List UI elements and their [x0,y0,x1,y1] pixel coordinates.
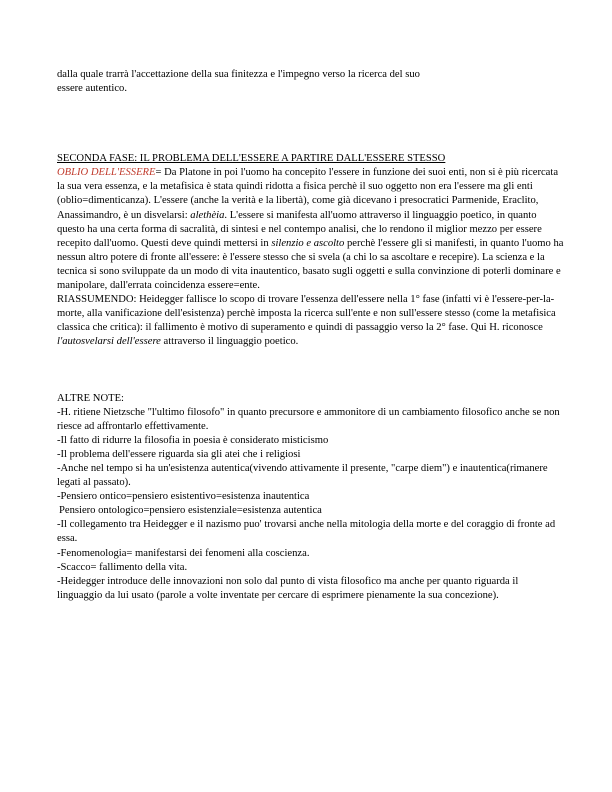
note-item: -Pensiero ontico=pensiero esistentivo=esistenza inautentica [57,491,310,503]
note-item: -H. ritiene Nietzsche "l'ultimo filosofo" in quanto precursore e ammonitore di un cambiamento filosofico anche se non riesce ad affrontarlo effettivamente. [57,406,560,432]
text-segment: attraverso il linguaggio poetico. [160,336,299,348]
spacer [57,96,564,152]
intro-line-2: essere autentico. [57,83,128,95]
term-oblio-dell-essere: OBLIO DELL'ESSERE [57,167,156,179]
text-segment: = Da Platone in poi l'uomo ha concepito l'essere in funzione dei suoi enti, non si è più ricercata la sua vera essenza, e la metafisica è stata quindi ridotta a fisica perchè il suo oggetto non era l'essere ma gli enti (oblio=dimenticanza). L'essere (anche la verità e la libertà), come già dicevano i presocratici Parmenide, Eraclito, Anassimandro, è un disvelarsi: [57,167,559,221]
note-item: -Scacco= fallimento della vita. [57,561,188,573]
text-segment: perchè l'essere gli si manifesti, in quanto l'uomo ha nessun altro potere di fronte all'essere: è l'essere stesso che si svela (a chi lo sa ascoltare e recepire). La scienza e la tecnica si sono sviluppate da un modo di vita inautentico, basato sugli oggetti e sulla convinzione di poterli dominare e manipolare, dall'errata coincidenza essere=ente. [57,237,564,292]
section-heading-notes: ALTRE NOTE: [57,392,124,404]
term-autosvelarsi: l'autosvelarsi dell'essere [57,336,161,348]
note-item: -Heidegger introduce delle innovazioni non solo dal punto di vista filosofico ma anche per quanto riguarda il linguaggio da lui usato (parole a volte inventate per cercare di esprimere pienamente la sua concezione). [57,575,519,601]
note-item: -Fenomenologia= manifestarsi dei fenomeni alla coscienza. [57,547,310,559]
paragraph-riassumendo [57,293,564,349]
intro-line-1: dalla quale trarrà l'accettazione della sua finitezza e l'impegno verso la ricerca del suo [57,69,420,80]
note-item: Pensiero ontologico=pensiero esistenziale=esistenza autentica [59,505,322,517]
text-segment: . L'essere si manifesta all'uomo attraverso il linguaggio poetico, in quanto questo ha una certa forma di sacralità, di sintesi e nel contempo analisi, che lo rendono il miglior mezzo per essere recepito dall'uomo. Questi deve quindi mettersi in [57,209,542,249]
term-aletheia: alethèia [190,209,225,221]
note-item: -Anche nel tempo si ha un'esistenza autentica(vivendo attivamente il presente, "carpe diem") e inautentica(rimanere legati al passato). [57,462,548,489]
note-item: -Il fatto di ridurre la filosofia in poesia è considerato misticismo [57,434,329,446]
note-item: -Il problema dell'essere riguarda sia gli atei che i religiosi [57,448,301,460]
term-silenzio-ascolto: silenzio e ascolto [271,237,345,249]
note-item: -Il collegamento tra Heidegger e il nazismo puo' trovarsi anche nella mitologia della morte e del coraggio di fronte ad essa. [57,519,556,545]
spacer [57,350,564,392]
text-segment: RIASSUMENDO: Heidegger fallisce lo scopo di trovare l'essenza dell'essere nella 1° fase (infatti vi è l'essere-per-la-morte, alla vanificazione dell'esistenza) perchè imposta la ricerca sull'ente e non sull'essere stesso (come la metafisica classica che critica): il fallimento è motivo di superamento e quindi di passaggio verso la 2° fase. Qui H. riconosce [57,294,556,334]
paragraph-oblio [57,166,564,293]
section-heading-second-phase: SECONDA FASE: IL PROBLEMA DELL'ESSERE A PARTIRE DALL'ESSERE STESSO [57,153,446,165]
